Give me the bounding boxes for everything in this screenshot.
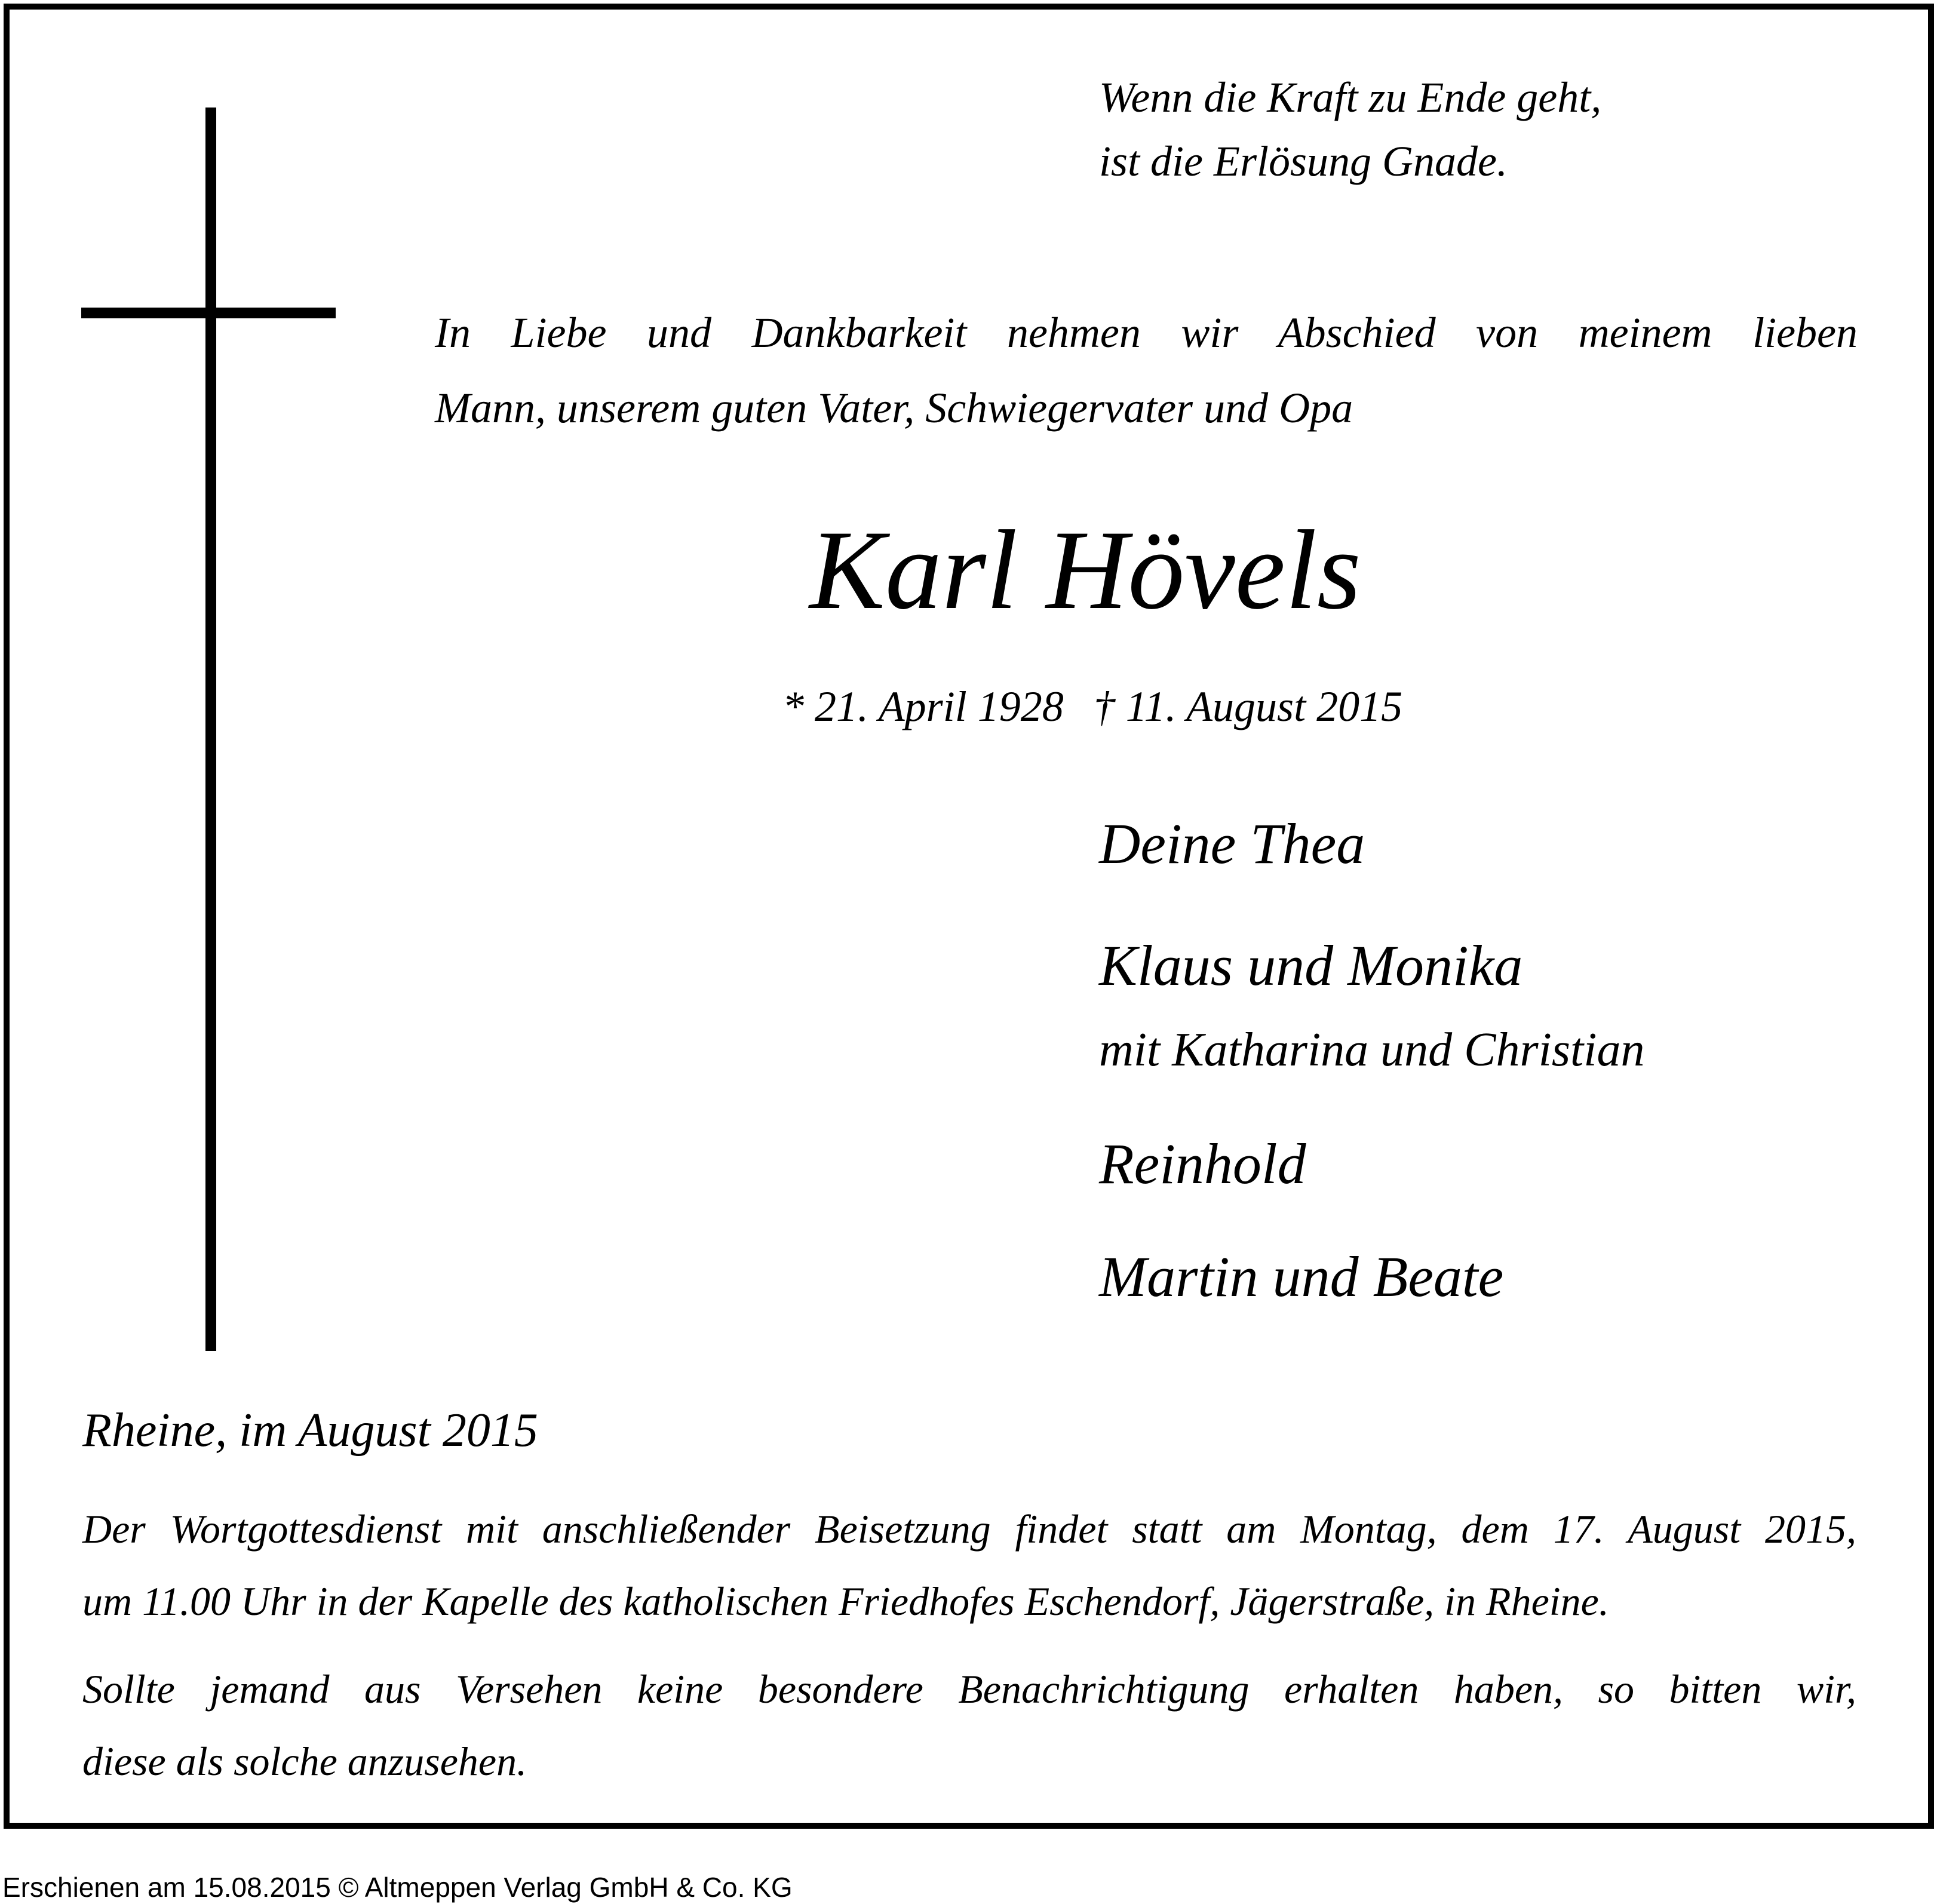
death-date: † 11. August 2015 <box>1093 683 1403 730</box>
publication-footer: Erschienen am 15.08.2015 © Altmeppen Verlag GmbH & Co. KG <box>2 1872 793 1903</box>
motto-line-1: Wenn die Kraft zu Ende geht, <box>1099 73 1602 121</box>
motto <box>1099 66 1601 194</box>
notice-line-2: diese als solche anzusehen. <box>82 1739 527 1784</box>
cross-icon-vertical-bar <box>205 108 216 1351</box>
family-member-2: Klaus und Monika <box>1099 933 1523 997</box>
intro-text <box>435 295 1858 446</box>
family-member-4: Reinhold <box>1099 1132 1306 1196</box>
intro-line-2: Mann, unserem guten Vater, Schwiegervater und Opa <box>435 384 1353 432</box>
family-member-5: Martin und Beate <box>1099 1245 1504 1309</box>
service-info <box>82 1493 1856 1638</box>
notification-notice <box>82 1653 1856 1798</box>
service-line-2: um 11.00 Uhr in der Kapelle des katholischen Friedhofes Eschendorf, Jägerstraße, in Rheine. <box>82 1579 1609 1624</box>
family-member-3: mit Katharina und Christian <box>1099 1024 1645 1076</box>
deceased-name: Karl Hövels <box>809 508 1361 633</box>
birth-date: * 21. April 1928 <box>782 683 1064 730</box>
family-member-1: Deine Thea <box>1099 812 1365 876</box>
notice-line-1: Sollte jemand aus Versehen keine besondere Benachrichtigung erhalten haben, so bitten wir, <box>82 1666 1856 1712</box>
motto-line-2: ist die Erlösung Gnade. <box>1099 137 1508 185</box>
service-line-1: Der Wortgottesdienst mit anschließender Beisetzung findet statt am Montag, dem 17. August 2015, <box>82 1506 1856 1552</box>
intro-line-1: In Liebe und Dankbarkeit nehmen wir Abschied von meinem lieben <box>435 309 1858 357</box>
life-dates <box>782 678 1402 735</box>
place-and-date: Rheine, im August 2015 <box>82 1404 538 1457</box>
cross-icon-horizontal-bar <box>81 308 336 318</box>
